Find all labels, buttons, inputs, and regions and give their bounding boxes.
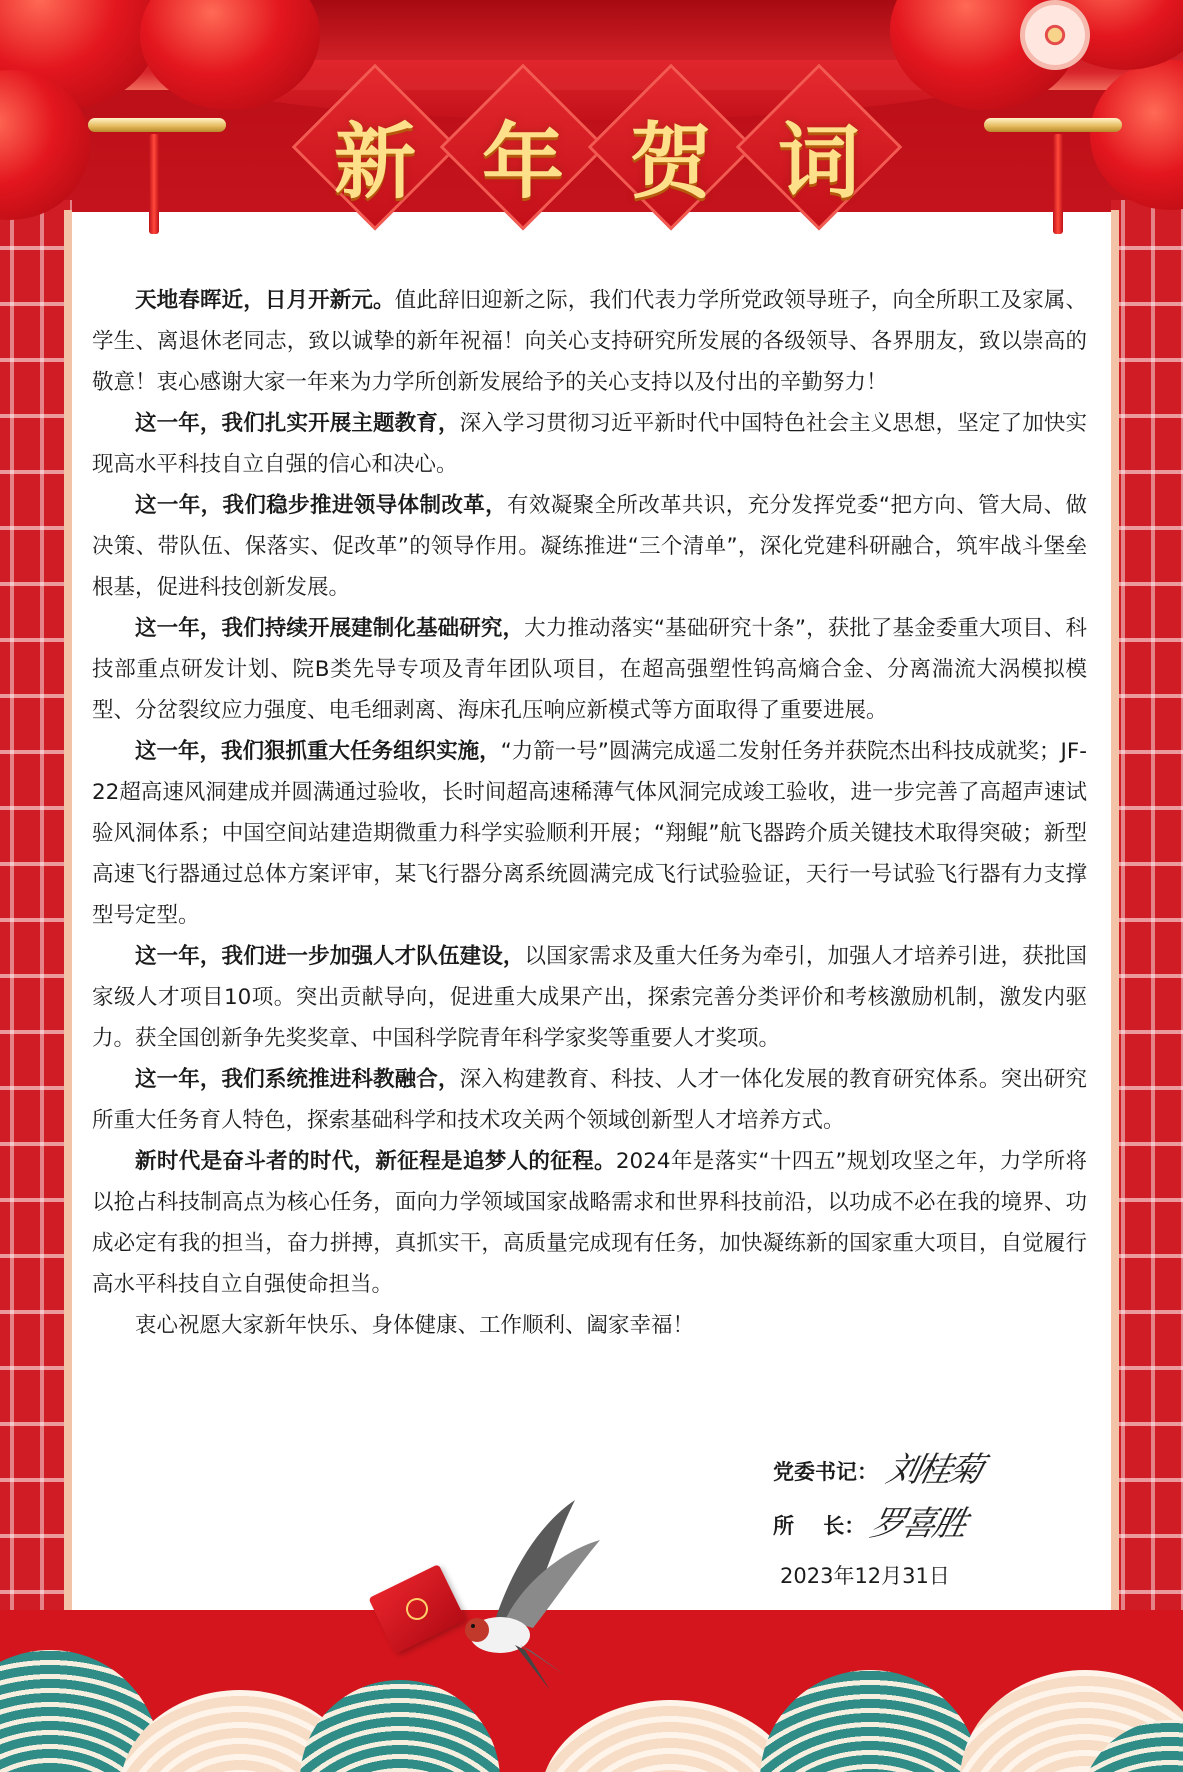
plum-blossom-icon <box>1020 0 1090 70</box>
letter-date: 2023年12月31日 <box>780 1564 950 1588</box>
director-label: 所 长： <box>773 1514 866 1538</box>
paragraph: 这一年，我们狠抓重大任务组织实施，“力箭一号”圆满完成遥二发射任务并获院杰出科技成就奖；JF-22超高速风洞建成并圆满通过验收，长时间超高速稀薄气体风洞完成竣工验收，进一步完善了高超声速试验风洞体系；中国空间站建造期微重力科学实验顺利开展；“翔鲲”航飞器跨介质关键技术取得突破；新型高速飞行器通过总体方案评审，某飞行器分离系统圆满完成飞行试验验证，天行一号试验飞行器有力支撑型号定型。 <box>92 739 1087 928</box>
left-inner-rim <box>64 210 72 1610</box>
paragraph: 新时代是奋斗者的时代，新征程是追梦人的征程。2024年是落实“十四五”规划攻坚之年，力学所将以抢占科技制高点为核心任务，面向力学领域国家战略需求和世界科技前沿，以功成不必在我的境界、功成必定有我的担当，奋力拼搏，真抓实干，高质量完成现有任务，加快凝练新的国家重大项目，自觉履行高水平科技自立自强使命担当。 <box>92 1149 1087 1297</box>
paragraph: 这一年，我们持续开展建制化基础研究，大力推动落实“基础研究十条”，获批了基金委重大项目、科技部重点研发计划、院B类先导专项及青年团队项目，在超高强塑性钨高熵合金、分离湍流大涡模拟模型、分岔裂纹应力强度、电毛细剥离、海床孔压响应新模式等方面取得了重要进展。 <box>92 616 1087 723</box>
title-char-2: 年 <box>481 114 564 210</box>
secretary-label: 党委书记： <box>773 1460 878 1484</box>
title-char-1: 新 <box>333 114 416 210</box>
tassel-icon <box>149 134 159 234</box>
letter-body <box>92 280 1087 1346</box>
director-signature: 罗喜胜 <box>867 1504 969 1544</box>
right-inner-rim <box>1111 210 1119 1610</box>
paragraph: 这一年，我们扎实开展主题教育，深入学习贯彻习近平新时代中国特色社会主义思想，坚定了加快实现高水平科技自立自强的信心和决心。 <box>92 411 1087 477</box>
paragraph: 衷心祝愿大家新年快乐、身体健康、工作顺利、阖家幸福！ <box>135 1313 695 1338</box>
paragraph: 天地春晖近，日月开新元。值此辞旧迎新之际，我们代表力学所党政领导班子，向全所职工及家属、学生、离退休老同志，致以诚挚的新年祝福！向关心支持研究所发展的各级领导、各界朋友，致以崇高的敬意！衷心感谢大家一年来为力学所创新发展给予的关心支持以及付出的辛勤努力！ <box>92 288 1087 395</box>
swallow-icon <box>455 1500 605 1700</box>
lantern-cap <box>88 118 226 132</box>
lantern-cap <box>984 118 1122 132</box>
paragraph: 这一年，我们系统推进科教融合，深入构建教育、科技、人才一体化发展的教育研究体系。突出研究所重大任务育人特色，探索基础科学和技术攻关两个领域创新型人才培养方式。 <box>92 1067 1087 1133</box>
title-char-4: 词 <box>777 114 860 210</box>
right-fret-border <box>1111 200 1183 1620</box>
left-fret-border <box>0 200 72 1620</box>
tassel-icon <box>1053 134 1063 234</box>
wave-icon <box>760 1670 980 1772</box>
paragraph: 这一年，我们稳步推进领导体制改革，有效凝聚全所改革共识，充分发挥党委“把方向、管大局、做决策、带队伍、保落实、促改革”的领导作用。凝练推进“三个清单”，深化党建科研融合，筑牢战斗堡垒根基，促进科技创新发展。 <box>92 493 1087 600</box>
title-char-3: 贺 <box>629 114 712 210</box>
paragraph: 这一年，我们进一步加强人才队伍建设，以国家需求及重大任务为牵引，加强人才培养引进，获批国家级人才项目10项。突出贡献导向，促进重大成果产出，探索完善分类评价和考核激励机制，激发内驱力。获全国创新争先奖奖章、中国科学院青年科学家奖等重要人才奖项。 <box>92 944 1087 1051</box>
secretary-signature: 刘桂菊 <box>883 1450 985 1490</box>
